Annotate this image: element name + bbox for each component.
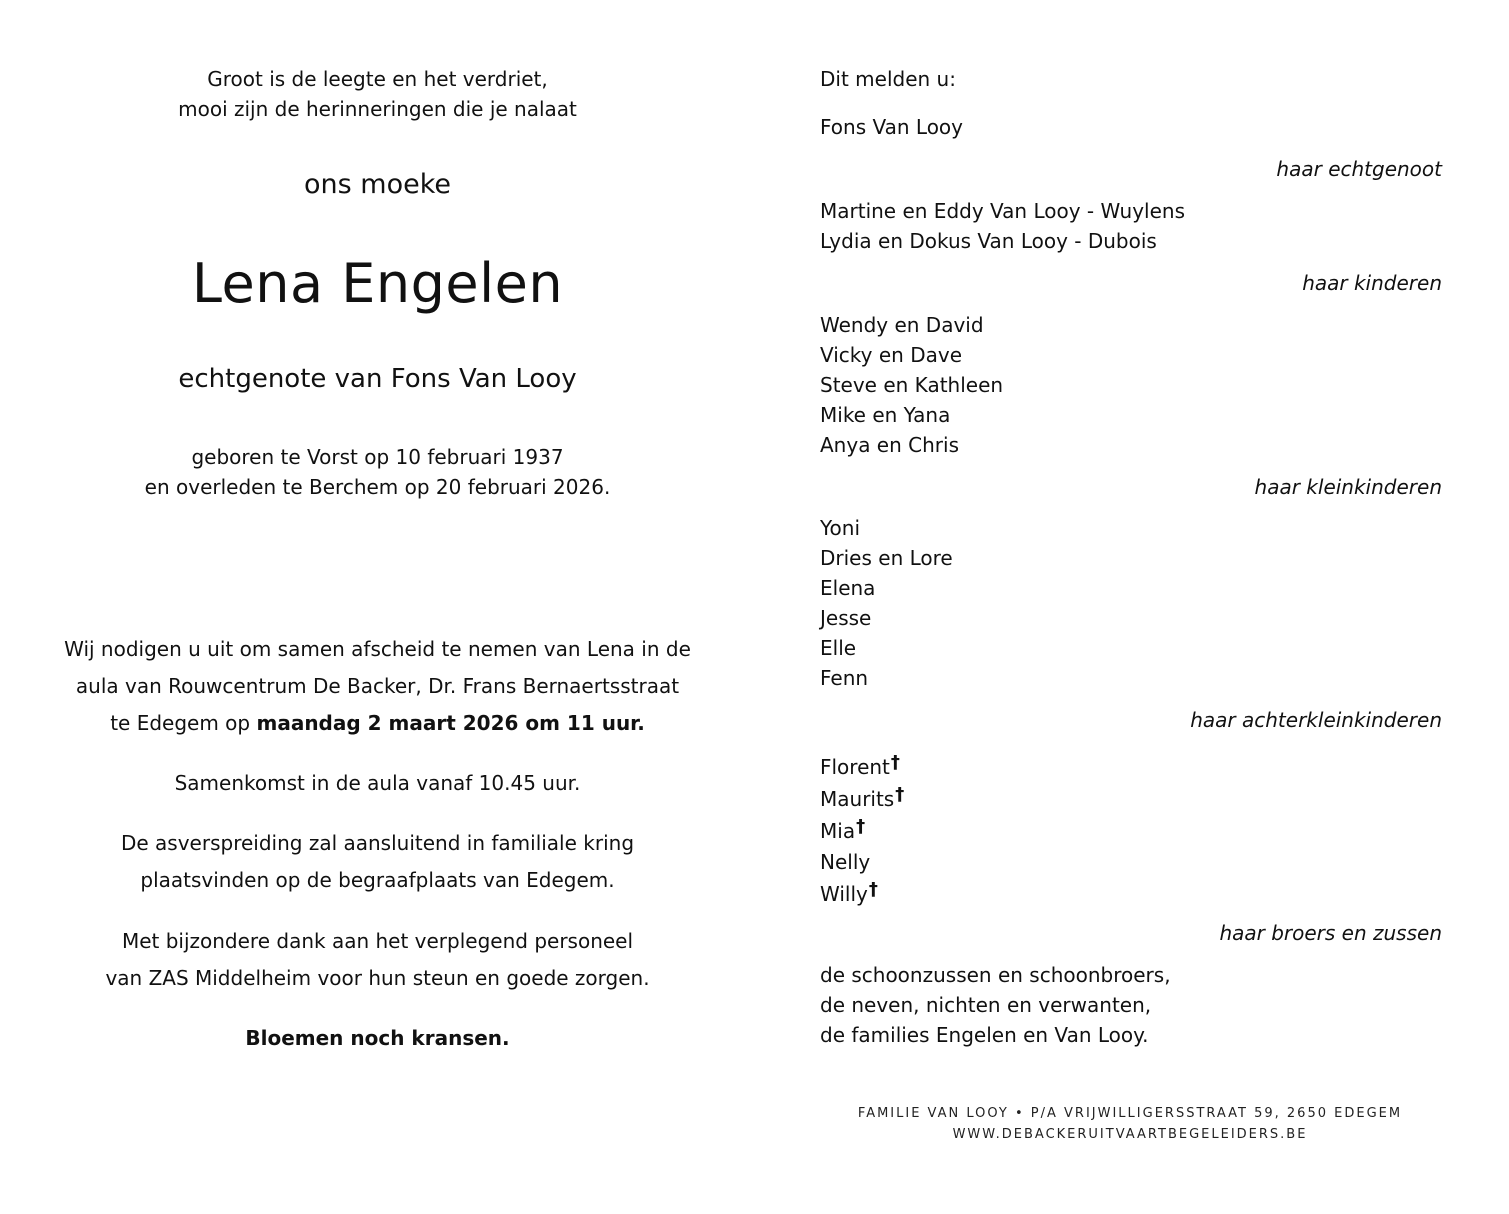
- deceased-cross-icon: †: [890, 752, 900, 773]
- role-great-grandchildren: haar achterkleinkinderen: [1190, 708, 1442, 732]
- great-grandchild-row: Dries en Lore: [820, 546, 953, 570]
- extended-family-row: de schoonzussen en schoonbroers,: [820, 963, 1171, 987]
- grandchild-row: Wendy en David: [820, 313, 984, 337]
- grandchild-row: Vicky en Dave: [820, 343, 962, 367]
- death-line: en overleden te Berchem op 20 februari 2026.: [144, 475, 611, 499]
- great-grandchild-row: Elle: [820, 636, 857, 660]
- ashes-line-1: De asverspreiding zal aansluitend in familiale kring: [120, 831, 635, 855]
- invitation-line-1: Wij nodigen u uit om samen afscheid te nemen van Lena in de: [64, 637, 691, 661]
- sibling-name: Maurits: [820, 787, 895, 811]
- footer-website: WWW.DEBACKERUITVAARTBEGELEIDERS.BE: [952, 1127, 1308, 1142]
- invitation-date: maandag 2 maart 2026 om 11 uur.: [256, 711, 645, 735]
- grandchild-row: Steve en Kathleen: [820, 373, 1004, 397]
- right-column: [820, 0, 1445, 1214]
- sibling-name: Florent: [820, 755, 890, 779]
- gathering-text: Samenkomst in de aula vanaf 10.45 uur.: [174, 771, 581, 795]
- ashes-line-2: plaatsvinden op de begraafplaats van Edegem.: [140, 868, 615, 892]
- child-row: Martine en Eddy Van Looy - Wuylens: [820, 199, 1186, 223]
- great-grandchild-row: Yoni: [820, 516, 861, 540]
- deceased-cross-icon: †: [856, 816, 866, 837]
- great-grandchild-row: Jesse: [820, 606, 872, 630]
- sibling-name: Mia: [820, 819, 856, 843]
- flowers-note: Bloemen noch kransen.: [245, 1026, 510, 1050]
- sibling-name: Nelly: [820, 850, 871, 874]
- spouse-line: echtgenote van Fons Van Looy: [178, 364, 577, 394]
- role-children: haar kinderen: [1302, 271, 1442, 295]
- spouse-name: Fons Van Looy: [820, 115, 963, 139]
- birth-line: geboren te Vorst op 10 februari 1937: [191, 445, 564, 469]
- role-grandchildren: haar kleinkinderen: [1254, 475, 1442, 499]
- sibling-row: [820, 784, 904, 811]
- invitation-line-3: [40, 711, 715, 735]
- grandchild-row: Mike en Yana: [820, 403, 951, 427]
- invitation-line-2: aula van Rouwcentrum De Backer, Dr. Frans Bernaertsstraat: [75, 674, 680, 698]
- role-spouse: haar echtgenoot: [1276, 157, 1442, 181]
- intro-text: ons moeke: [304, 169, 451, 200]
- great-grandchild-row: Elena: [820, 576, 876, 600]
- footer-address: FAMILIE VAN LOOY • P/A VRIJWILLIGERSSTRAAT 59, 2650 EDEGEM: [857, 1106, 1403, 1121]
- extended-family-row: de neven, nichten en verwanten,: [820, 993, 1152, 1017]
- announcement-header: Dit melden u:: [820, 67, 956, 91]
- deceased-cross-icon: †: [895, 784, 905, 805]
- left-column: [40, 0, 715, 1214]
- sibling-row: [820, 752, 900, 779]
- poem-line-1: Groot is de leegte en het verdriet,: [207, 67, 548, 91]
- sibling-row: [820, 816, 865, 843]
- poem-line-2: mooi zijn de herinneringen die je nalaat: [178, 97, 577, 121]
- thanks-line-1: Met bijzondere dank aan het verplegend personeel: [121, 929, 634, 953]
- role-siblings: haar broers en zussen: [1219, 921, 1442, 945]
- thanks-line-2: van ZAS Middelheim voor hun steun en goede zorgen.: [105, 966, 650, 990]
- sibling-name: Willy: [820, 882, 868, 906]
- sibling-row: [820, 847, 871, 874]
- extended-family-row: de families Engelen en Van Looy.: [820, 1023, 1149, 1047]
- child-row: Lydia en Dokus Van Looy - Dubois: [820, 229, 1157, 253]
- invitation-date-prefix: te Edegem op: [110, 711, 257, 735]
- great-grandchild-row: Fenn: [820, 666, 869, 690]
- sibling-row: [820, 879, 878, 906]
- deceased-cross-icon: †: [868, 879, 878, 900]
- grandchild-row: Anya en Chris: [820, 433, 959, 457]
- deceased-name: Lena Engelen: [191, 252, 564, 315]
